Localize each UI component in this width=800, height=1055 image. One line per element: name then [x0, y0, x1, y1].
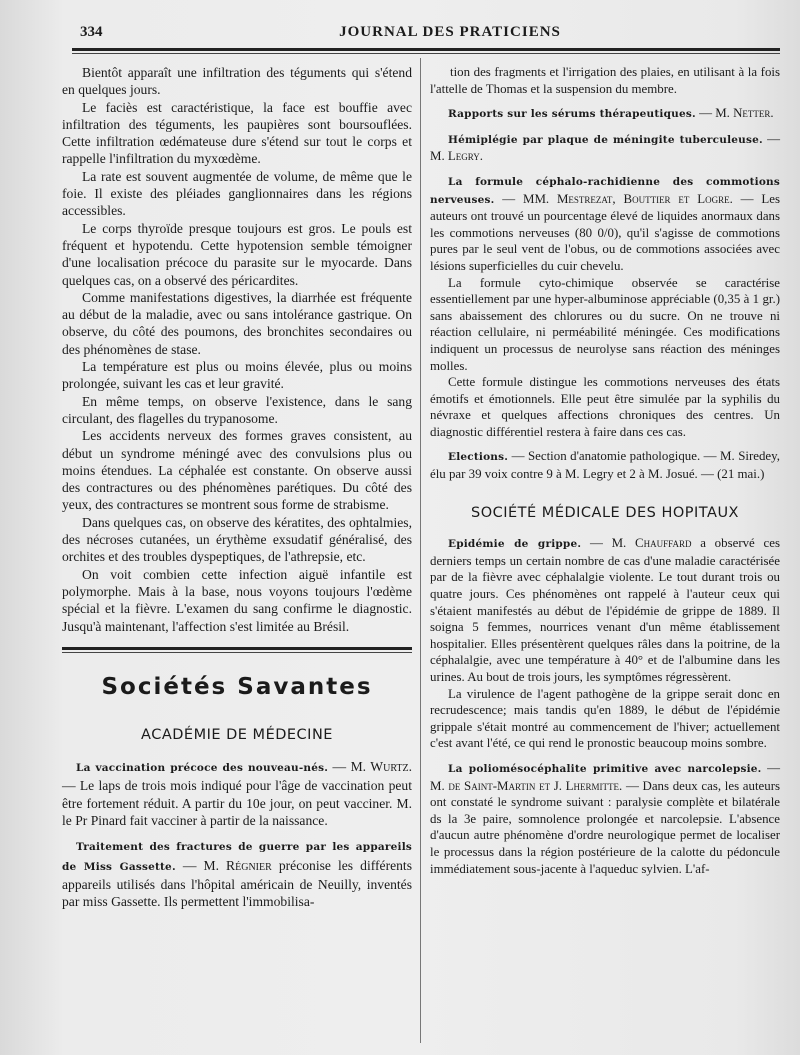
entry-heading: La formule céphalo-rachidienne des commotions nerveuses. [430, 175, 780, 206]
entry-author: M. Legry. [430, 149, 484, 164]
header-rule [72, 48, 780, 51]
running-head [80, 24, 780, 44]
journal-title: JOURNAL DES PRATICIENS [339, 24, 561, 40]
section-rule [62, 647, 412, 650]
list-item [430, 448, 780, 482]
paragraph: La rate est souvent augmentée de volume, de même que le foie. Il existe des pléiades ganglionnaires dans les régions accessibles. [62, 168, 412, 219]
list-item: Hémiplégie par plaque de méningite tuberculeuse. — M. Legry. [430, 131, 780, 164]
section-title: Sociétés Savantes [101, 673, 373, 700]
entry-text: — Les auteurs ont trouvé un pourcentage élevé de liquides anormaux dans les commotions nerveuses (80 0/0), qu'il s'agisse de commotions pures par le seul vent de l'obus, ou de commotions associées avec lésions superficielles du cuir chevelu. [430, 191, 781, 273]
entry-text: préconise les différents appareils utilisés dans l'hôpital américain de Neuilly, inventés par miss Gassette. Ils permettent l'immobilisa- [62, 857, 412, 910]
list-item: La formule céphalo-rachidienne des commotions nerveuses. — MM. Mestrezat, Bouttier et Logre. — Les auteurs ont trouvé un pourcentage élevé de liquides anormaux dans les commotions nerveuses (80 0/0), qu'il s'agisse de commotions pures par le seul vent de l'obus, ou de commotions associées avec lésions superficielles du cuir chevelu. [430, 175, 781, 273]
entry-text: — Section d'anatomie pathologique. — M. Siredey, élu par 39 voix contre 9 à M. Legry et 2 à M. Josué. — (21 mai.) [430, 449, 780, 482]
paragraph: Les accidents nerveux des formes graves consistent, au début un syndrome méningé avec des convulsions plus ou moins étendues. La céphalée est constante. On observe aussi des contractures ou des phénomènes parétiques. Du côté des yeux, des contractures se montrent sous forme de strabisme. [62, 428, 412, 513]
entry-heading: La poliomésocéphalite primitive avec narcolepsie. [448, 762, 762, 775]
entry-author: M. Régnier [203, 857, 272, 873]
entry-author: M. Netter. [715, 106, 774, 121]
entry-author: MM. Mestrezat, Bouttier et Logre. [522, 191, 733, 206]
society-title: SOCIÉTÉ MÉDICALE DES HOPITAUX [471, 504, 739, 521]
entry-text: a observé ces derniers temps un certain nombre de cas d'une maladie caractérisée par de la fièvre avec céphalalgie violente. Le tout durant trois ou quatre jours. Ces phénomènes ont rappelé à l'auteur ceux qui s'étaient manifestés au début de l'épidémie de grippe de 1889. Il soigna 5 femmes, nourrices venant d'un même établissement hospitalier. Elles présentèrent quelques râles dans la poitrine, de la céphalalgie, avec une température à 40° et de l'albumine dans les urines. Au bout de trois jours, les symptômes régressèrent. [430, 536, 780, 684]
paragraph: Le faciès est caractéristique, la face est bouffie avec infiltration des téguments, les paupières sont boursouflées. Cette infiltration œdémateuse dure s'étend sur tout le corps et rappelle l'infiltration du myxœdème. [62, 99, 412, 167]
paragraph: Cette formule distingue les commotions nerveuses des états émotifs et émotionnels. Elle peut être simulée par la syphilis du névraxe et quelques affections chroniques des centres. Un diagnostic différentiel restera à faire dans ces cas. [430, 375, 780, 439]
entry-heading: Rapports sur les sérums thérapeutiques. [448, 108, 696, 121]
list-item: La vaccination précoce des nouveau-nés. — M. Wurtz. — Le laps de trois mois indiqué pour l'âge de vaccination peut être fortement réduit. A partir du 10e jour, on peut vacciner. M. le Pr Pinard fait vacciner à partir de la naissance. [62, 759, 413, 828]
list-item: Traitement des fractures de guerre par les appareils de Miss Gassette. — M. Régnier préconise les différents appareils utilisés dans l'hôpital américain de Neuilly, inventés par miss Gassette. Ils permettent l'immobilisa- [62, 841, 412, 910]
entry-heading: La vaccination précoce des nouveau-nés. [76, 762, 329, 775]
paragraph: Dans quelques cas, on observe des kératites, des ophtalmies, des nécroses cutanées, un érythème exsudatif généralisé, des orchites et des troubles dyspeptiques, de l'athrepsie, etc. [62, 514, 412, 565]
paragraph: La température est plus ou moins élevée, plus ou moins prolongée, suivant les cas et leur gravité. [62, 359, 412, 392]
page-number: 334 [80, 24, 103, 40]
column-divider [420, 58, 421, 1043]
entry-author: M. Wurtz. [350, 759, 413, 775]
paragraph: tion des fragments et l'irrigation des plaies, en utilisant à la fois l'attelle de Thomas et la suspension du membre. [430, 65, 780, 96]
entry-heading: Epidémie de grippe. [448, 538, 582, 551]
paragraph: La formule cyto-chimique observée se caractérise essentiellement par une hyper-albuminose appréciable (0,35 à 1 gr.) sans abaissement des chlorures ou du sucre. On ne trouve ni réaction cellulaire, ni perméabilité méningée. Ces modifications indiquent un processus de neurolyse sans réaction des méninges molles. [430, 275, 780, 373]
section-rule-thin [62, 652, 412, 653]
entry-author: M. Chauffard [611, 536, 692, 551]
left-column [62, 64, 412, 910]
paragraph: La virulence de l'agent pathogène de la grippe serait donc en recrudescence; mais tandis qu'en 1889, le début de l'épidémie grippale s'était montré au commencement de l'hiver; actuellement c'est avant l'été, ce qui rend le pronostic beaucoup moins sombre. [430, 686, 780, 751]
right-column [430, 64, 780, 877]
entry-heading: Elections. [448, 451, 509, 464]
list-item: Epidémie de grippe. — M. Chauffard a observé ces derniers temps un certain nombre de cas d'une maladie caractérisée par de la fièvre avec céphalalgie violente. Le tout durant trois ou quatre jours. Ces phénomènes ont rappelé à l'auteur ceux qui s'étaient manifestés au début de l'épidémie de grippe de 1889. Il soigna 5 femmes, nourrices venant d'un même établissement hospitalier. Elles présentèrent quelques râles dans la poitrine, de la céphalalgie, avec une température à 40° et de l'albumine dans les urines. Au bout de trois jours, les symptômes régressèrent. [430, 536, 780, 684]
paragraph: En même temps, on observe l'existence, dans le sang circulant, des flagelles du trypanosome. [62, 393, 412, 426]
academy-title: ACADÉMIE DE MÉDECINE [141, 726, 333, 743]
paragraph: On voit combien cette infection aiguë infantile est polymorphe. Mais à la base, nous voyons toujours l'œdème spécial et la fièvre. L'examen du sang confirme le diagnostic. Jusqu'à maintenant, l'affection s'est limitée au Brésil. [62, 566, 412, 634]
entry-heading: Hémiplégie par plaque de méningite tuberculeuse. [448, 133, 763, 146]
list-item: Rapports sur les sérums thérapeutiques. — M. Netter. [448, 106, 774, 121]
entry-text: — Dans deux cas, les auteurs ont constaté le syndrome suivant : paralysie complète et bilatérale ds la 3e paire, somnolence prolongée et narcolepsie. L'absence d'aucun autre phénomène d'ordre neurologique permet de localiser le processus dans la région postérieure de la calotte du pédoncule immédiatement sous-jacente à l'aqueduc sylvien. L'af- [430, 778, 780, 876]
paragraph: Le corps thyroïde presque toujours est gros. Le pouls est fréquent et hypotendu. Cette hypotension semble témoigner d'une localisation précoce du parasite sur le myocarde. Dans quelques cas, on a observé des péricardites. [62, 220, 412, 288]
header-rule-thin [72, 53, 780, 54]
paragraph: Comme manifestations digestives, la diarrhée est fréquente au début de la maladie, avec ou sans intolérance gastrique. On observe, du côté des poumons, des bronchites secondaires ou des phénomènes de stase. [62, 289, 412, 357]
entry-text: — Le laps de trois mois indiqué pour l'âge de vaccination peut être fortement réduit. A partir du 10e jour, on peut vacciner. M. le Pr Pinard fait vacciner à partir de la naissance. [62, 778, 412, 828]
entry-author: M. de Saint-Martin et J. Lhermitte. [430, 778, 623, 793]
list-item: La poliomésocéphalite primitive avec narcolepsie. — M. de Saint-Martin et J. Lhermitte. — Dans deux cas, les auteurs ont constaté le syndrome suivant : paralysie complète et bilatérale ds la 3e paire, somnolence prolongée et narcolepsie. L'absence d'aucun autre phénomène d'ordre neurologique permet de localiser le processus dans la région postérieure de la calotte du pédoncule immédiatement sous-jacente à l'aqueduc sylvien. L'af- [430, 760, 780, 876]
entry-heading: Traitement des fractures de guerre par les appareils de Miss Gassette. [62, 841, 412, 873]
paragraph: Bientôt apparaît une infiltration des téguments qui s'étend en quelques jours. [62, 65, 412, 98]
